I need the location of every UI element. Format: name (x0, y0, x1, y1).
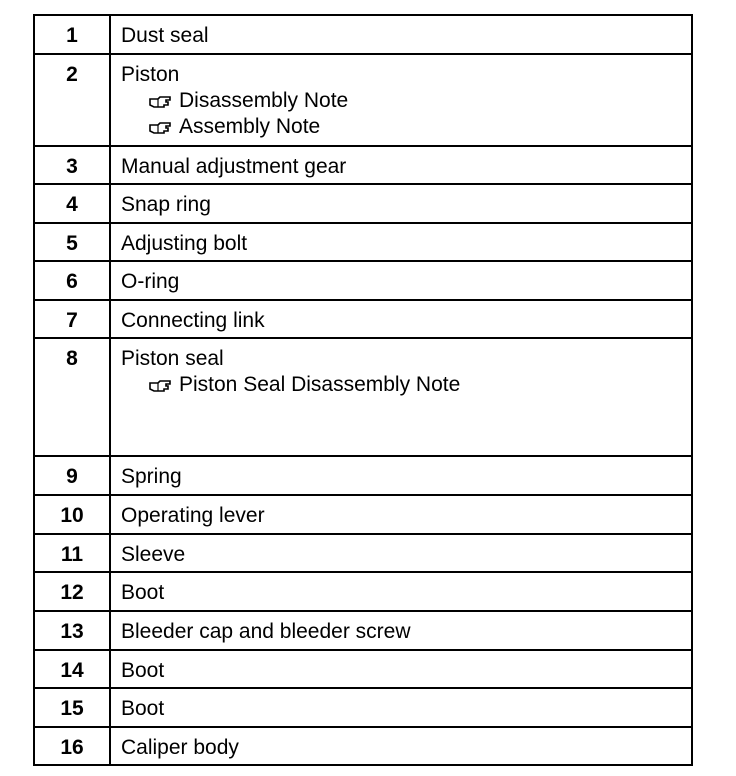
parts-table (33, 14, 693, 766)
row-number: 4 (66, 193, 78, 216)
table-row (34, 495, 692, 534)
table-row (34, 534, 692, 572)
part-name: Connecting link (121, 309, 265, 332)
note-reference[interactable] (121, 88, 691, 114)
part-name-cell (110, 534, 692, 572)
pointing-hand-icon (149, 121, 173, 135)
row-number-cell (34, 456, 110, 495)
row-number-cell (34, 223, 110, 261)
note-reference[interactable] (121, 114, 691, 140)
row-number: 11 (60, 543, 84, 566)
part-name-cell (110, 54, 692, 146)
part-name-cell (110, 223, 692, 261)
row-number-cell (34, 300, 110, 338)
part-name-cell (110, 688, 692, 727)
table-row (34, 456, 692, 495)
table-row (34, 650, 692, 688)
part-name: Piston seal (121, 347, 224, 370)
part-name: Operating lever (121, 504, 265, 527)
part-name: O-ring (121, 270, 180, 293)
part-name: Boot (121, 659, 165, 682)
table-row (34, 300, 692, 338)
row-number: 14 (60, 659, 84, 682)
part-name-cell (110, 611, 692, 650)
part-name-cell (110, 261, 692, 300)
row-number-cell (34, 611, 110, 650)
row-number-cell (34, 495, 110, 534)
row-number: 13 (60, 620, 84, 643)
row-number: 3 (66, 155, 78, 178)
part-name: Boot (121, 581, 165, 604)
note-text: Piston Seal Disassembly Note (179, 373, 461, 396)
table-row (34, 572, 692, 611)
row-number: 12 (60, 581, 84, 604)
row-number: 16 (60, 736, 84, 759)
part-name: Manual adjustment gear (121, 155, 347, 178)
note-text: Assembly Note (179, 115, 321, 138)
row-number-cell (34, 688, 110, 727)
table-row (34, 688, 692, 727)
part-name-cell (110, 300, 692, 338)
part-name: Caliper body (121, 736, 239, 759)
row-number-cell (34, 338, 110, 456)
part-name: Snap ring (121, 193, 211, 216)
row-number-cell (34, 184, 110, 223)
row-number-cell (34, 15, 110, 54)
part-name-cell (110, 456, 692, 495)
part-name-cell (110, 495, 692, 534)
part-name: Dust seal (121, 24, 209, 47)
table-row (34, 261, 692, 300)
row-number-cell (34, 650, 110, 688)
part-name-cell (110, 184, 692, 223)
part-name: Boot (121, 697, 165, 720)
note-text: Disassembly Note (179, 89, 349, 112)
row-number: 2 (66, 63, 78, 86)
table-row (34, 338, 692, 456)
row-number: 6 (66, 270, 78, 293)
row-number: 1 (66, 24, 78, 47)
row-number-cell (34, 727, 110, 765)
part-name: Spring (121, 465, 182, 488)
row-number: 8 (66, 347, 78, 370)
part-name-cell (110, 15, 692, 54)
table-row (34, 15, 692, 54)
part-name: Piston (121, 63, 180, 86)
row-number-cell (34, 146, 110, 184)
row-number: 15 (60, 697, 84, 720)
part-name: Sleeve (121, 543, 186, 566)
part-name-cell (110, 572, 692, 611)
table-row (34, 184, 692, 223)
part-name-cell (110, 146, 692, 184)
table-row (34, 727, 692, 765)
part-name: Adjusting bolt (121, 232, 248, 255)
pointing-hand-icon (149, 95, 173, 109)
row-number-cell (34, 54, 110, 146)
table-row (34, 54, 692, 146)
row-number-cell (34, 261, 110, 300)
part-name: Bleeder cap and bleeder screw (121, 620, 411, 643)
row-number: 10 (60, 504, 84, 527)
table-row (34, 223, 692, 261)
table-row (34, 611, 692, 650)
part-name-cell (110, 727, 692, 765)
part-name-cell (110, 650, 692, 688)
row-number: 7 (66, 309, 78, 332)
pointing-hand-icon (149, 379, 173, 393)
row-number: 9 (66, 465, 78, 488)
row-number: 5 (66, 232, 78, 255)
part-name-cell (110, 338, 692, 456)
row-number-cell (34, 534, 110, 572)
row-number-cell (34, 572, 110, 611)
table-row (34, 146, 692, 184)
note-reference[interactable] (121, 372, 691, 398)
